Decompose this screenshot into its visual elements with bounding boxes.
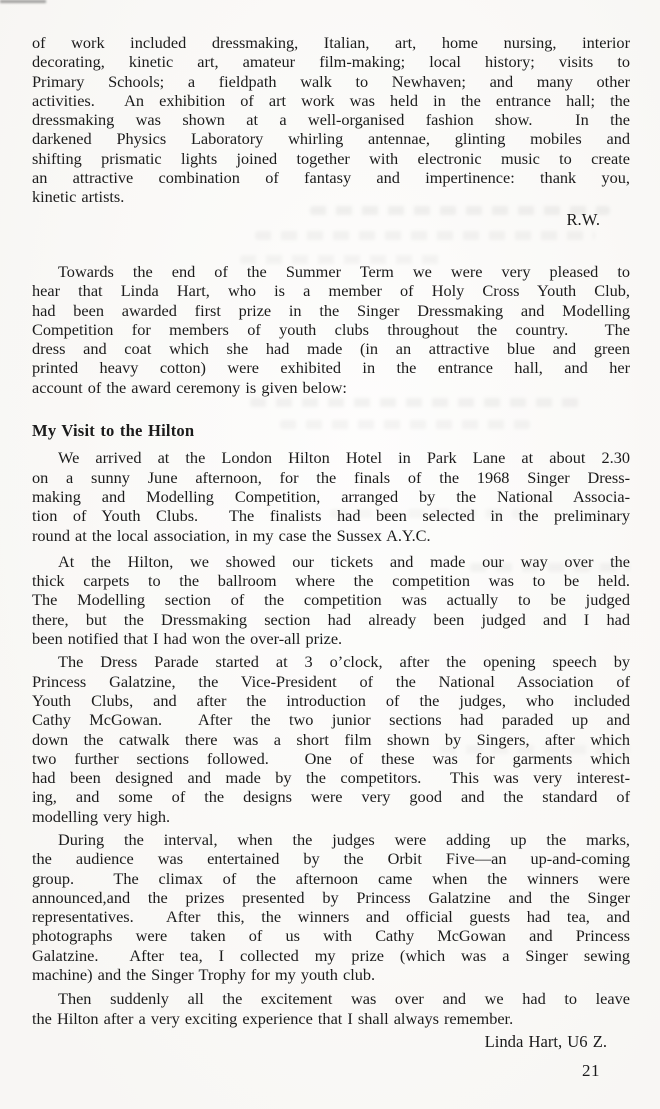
text-line: two further sections followed. One of these was for garments which <box>32 748 630 768</box>
text-line: round at the local association, in my case the Sussex A.Y.C. <box>32 525 431 545</box>
page-text <box>32 33 630 1051</box>
text-line: decorating, kinetic art, amateur film-making; local history; visits to <box>32 52 630 72</box>
text-line: Cathy McGowan. After the two junior sections had paraded up and <box>32 710 630 730</box>
text-line: of work included dressmaking, Italian, art, home nursing, interior <box>32 33 630 52</box>
text-line: hear that Linda Hart, who is a member of Holy Cross Youth Club, <box>32 281 630 301</box>
text-line: printed heavy cotton) were exhibited in the entrance hall, and her <box>32 358 630 378</box>
text-line: the Hilton after a very exciting experience that I shall always remember. <box>32 1008 514 1028</box>
text-line: modelling very high. <box>32 806 171 826</box>
text-line: the audience was entertained by the Orbit Five—an up-and-coming <box>32 849 630 869</box>
text-line: tion of Youth Clubs. The finalists had been selected in the preliminary <box>32 506 630 526</box>
text-line: had been awarded first prize in the Singer Dressmaking and Modelling <box>32 300 630 320</box>
text-line: machine) and the Singer Trophy for my youth club. <box>32 965 376 985</box>
text-line: dress and coat which she had made (in an attractive blue and green <box>32 339 630 359</box>
text-line: darkened Physics Laboratory whirling antennae, glinting mobiles and <box>32 129 630 149</box>
text-line: At the Hilton, we showed our tickets and made our way over the <box>58 551 630 571</box>
text-line: dressmaking was shown at a well-organised fashion show. In the <box>32 110 630 130</box>
text-line: The Dress Parade started at 3 o’clock, after the opening speech by <box>58 652 630 672</box>
text-line: Towards the end of the Summer Term we were very pleased to <box>58 261 630 281</box>
text-line: photographs were taken of us with Cathy McGowan and Princess <box>32 926 630 946</box>
text-line: there, but the Dressmaking section had already been judged and I had <box>32 609 630 629</box>
text-line: Then suddenly all the excitement was over and we had to leave <box>58 989 630 1009</box>
text-line: making and Modelling Competition, arranged by the National Associa- <box>32 486 630 506</box>
text-line: The Modelling section of the competition was actually to be judged <box>32 590 630 610</box>
author-signature: Linda Hart, U6 Z. <box>484 1031 607 1051</box>
continuation-paragraph <box>32 33 630 207</box>
text-line: group. The climax of the afternoon came when the winners were <box>32 868 630 888</box>
text-line: down the catwalk there was a short film shown by Singers, after which <box>32 729 630 749</box>
text-line: account of the award ceremony is given below: <box>32 377 347 397</box>
text-line: kinetic artists. <box>32 187 125 207</box>
text-line: representatives. After this, the winners and official guests had tea, and <box>32 907 630 927</box>
text-line: Galatzine. After tea, I collected my prize (which was a Singer sewing <box>32 945 630 965</box>
paragraph-hilton <box>32 552 630 648</box>
text-line: thick carpets to the ballroom where the competition was to be held. <box>32 571 630 591</box>
text-line: During the interval, when the judges were adding up the marks, <box>58 829 630 849</box>
article-heading: My Visit to the Hilton <box>32 421 195 441</box>
paragraph-parade <box>32 652 630 826</box>
text-line: an attractive combination of fantasy and impertinence: thank you, <box>32 168 630 188</box>
rw-signature: R.W. <box>566 209 600 229</box>
intro-paragraph <box>32 262 630 397</box>
text-line: shifting prismatic lights joined together with electronic music to create <box>32 148 630 168</box>
text-line: Youth Clubs, and after the introduction of the judges, who included <box>32 690 630 710</box>
text-line: Primary Schools; a fieldpath walk to Newhaven; and many other <box>32 71 630 91</box>
text-line: activities. An exhibition of art work was held in the entrance hall; the <box>32 90 630 110</box>
scan-edge-mark <box>0 0 46 3</box>
text-line: Princess Galatzine, the Vice-President of the National Association of <box>32 671 630 691</box>
text-line: announced,and the prizes presented by Princess Galatzine and the Singer <box>32 887 630 907</box>
text-line: on a sunny June afternoon, for the finals of the 1968 Singer Dress- <box>32 467 630 487</box>
paragraph-interval <box>32 830 630 984</box>
page-number: 21 <box>582 1061 600 1080</box>
text-line: had been designed and made by the competitors. This was very interest- <box>32 768 630 788</box>
text-line: been notified that I had won the over-all prize. <box>32 629 343 649</box>
paragraph-leaving <box>32 989 630 1028</box>
text-line: We arrived at the London Hilton Hotel in Park Lane at about 2.30 <box>58 448 630 468</box>
paragraph-arrival <box>32 448 630 544</box>
text-line: ing, and some of the designs were very good and the standard of <box>32 787 630 807</box>
text-line: Competition for members of youth clubs throughout the country. The <box>32 319 630 339</box>
